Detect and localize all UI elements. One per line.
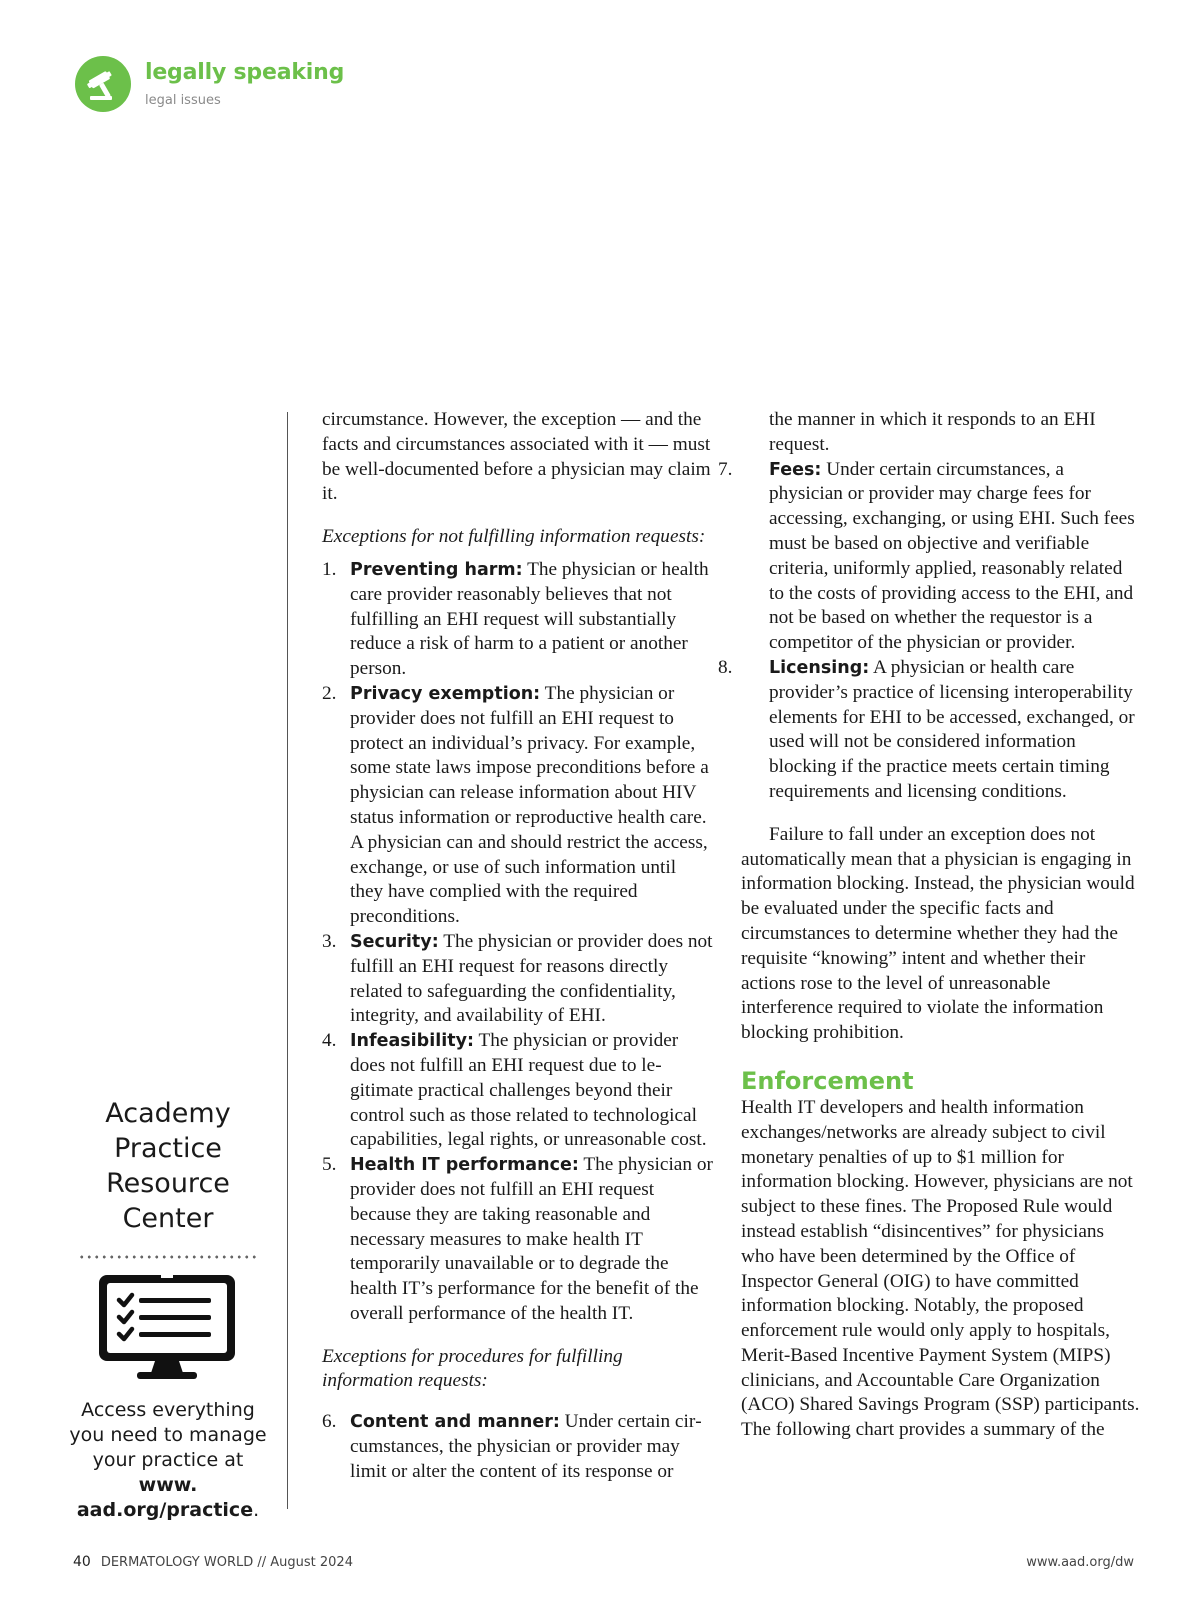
section-subtitle: legal issues — [145, 93, 221, 108]
dotted-divider — [78, 1254, 258, 1260]
procedures-list — [322, 1410, 714, 1484]
procedures-list-continued — [718, 458, 1141, 805]
gavel-icon — [75, 56, 131, 112]
sidebar-title-line: Center — [122, 1203, 214, 1234]
list-item-continuation: the manner in which it responds to an EHI request. — [769, 409, 1096, 455]
list-item — [322, 682, 714, 930]
sidebar-title-line: Practice — [114, 1133, 222, 1164]
list-number: 3. — [322, 930, 337, 952]
item-text: The physician or provider does not fulfill an EHI request because they are taking reasonable and necessary measures to make health IT temporarily unavailable or to degrade the health IT’s performance for the benefit of the overall performance of the health IT. — [350, 1154, 713, 1324]
sidebar-title-line: Academy — [105, 1098, 231, 1129]
monitor-checklist-icon — [97, 1273, 237, 1390]
section-title: legally speaking — [145, 60, 345, 85]
item-label: Health IT performance: — [350, 1155, 579, 1176]
list-number: 6. — [322, 1411, 337, 1433]
list-number: 7. — [718, 458, 733, 480]
item-label: Privacy exemption: — [350, 683, 541, 704]
publication-name: DERMATOLOGY WORLD // August 2024 — [100, 1555, 353, 1570]
section-heading: Enforcement — [741, 1066, 914, 1095]
exceptions-list — [322, 558, 714, 1327]
list-item — [718, 656, 1141, 805]
list-item — [718, 458, 1141, 656]
footer-url[interactable]: www.aad.org/dw — [1026, 1555, 1134, 1570]
item-text: Under certain circumstances, a physician or provider may charge fees for accessing, exchanging, or using EHI. Such fees must be based on objective and verifiable criteria, uniformly applied, reasonably related to the costs of providing access to the EHI, and not be based on whether the requestor is a competitor of the physician or provider. — [769, 458, 1135, 654]
sidebar-text — [66, 1398, 270, 1523]
list-number: 2. — [322, 682, 337, 704]
item-text: Under certain circumstances, the physician or provider may limit or alter the content of its response or — [350, 1411, 702, 1482]
list-number: 8. — [718, 656, 733, 678]
item-label: Infeasibility: — [350, 1031, 474, 1052]
sidebar-divider — [287, 412, 288, 1509]
list-item — [322, 1029, 714, 1153]
paragraph: circumstance. However, the exception — and the facts and circumstances associated with it — must be well-documented before a physician may claim it. — [322, 409, 711, 505]
paragraph: The following chart provides a summary of the — [741, 1419, 1105, 1441]
paragraph: Failure to fall under an exception does not automatically mean that a physician is engaging in information blocking. Instead, the physician would be evaluated under the specific facts and circumstances to determine whether they had the requisite “knowing” intent and whether their actions rose to the level of unreasonable interference required to violate the information blocking prohibition. — [741, 823, 1135, 1044]
article-column-2 — [718, 408, 1141, 1443]
subheading: Exceptions for procedures for fulfilling information requests: — [322, 1345, 623, 1392]
sidebar-title-line: Resource — [106, 1168, 230, 1199]
subheading: Exceptions for not fulfilling information requests: — [322, 526, 706, 548]
item-text: The physician or provider does not fulfill an EHI request for reasons directly related to safeguarding the confidentiality, integrity, and availability of EHI. — [350, 930, 713, 1027]
item-text: The physician or provider does not fulfill an EHI request to protect an individual’s privacy. For example, some state laws impose preconditions before a physician can release information about HIV status information or reproductive health care. A physician can and should restrict the access, exchange, or use of such information until they have complied with the required preconditions. — [350, 682, 709, 928]
item-label: Security: — [350, 931, 439, 952]
footer-left — [73, 1554, 353, 1570]
list-number: 1. — [322, 558, 337, 580]
article-column-1 — [322, 408, 714, 1485]
page-number: 40 — [73, 1554, 91, 1570]
sidebar-title — [60, 1096, 276, 1236]
list-item — [322, 1153, 714, 1327]
list-item — [322, 1410, 714, 1484]
list-number: 5. — [322, 1154, 337, 1176]
list-item — [322, 558, 714, 682]
item-label: Preventing harm: — [350, 559, 523, 580]
paragraph: Health IT developers and health information exchanges/networks are already subject to civil monetary penalties of up to $1 million for information blocking. However, physicians are not subject to these fines. The Proposed Rule would instead establish “disincentives” for physicians who have been determined by the Office of Inspector General (OIG) to have committed information blocking. Notably, the proposed enforcement rule would only apply to hospitals, Merit-Based Incentive Payment System (MIPS) clinicians, and Accountable Care Organization (ACO) Shared Savings Program (SSP) participants. — [741, 1096, 1140, 1416]
practice-link[interactable]: www. aad.org/practice — [76, 1474, 254, 1521]
list-item — [322, 930, 714, 1029]
item-label: Licensing: — [769, 657, 870, 678]
list-number: 4. — [322, 1030, 337, 1052]
item-label: Content and manner: — [350, 1412, 560, 1433]
sidebar-text-end: . — [253, 1499, 260, 1521]
item-label: Fees: — [769, 459, 822, 480]
sidebar-text-plain: Access everything you need to manage your practice at — [69, 1399, 267, 1471]
item-text: The physician or health care provider reasonably believes that not fulfilling an EHI request will substantially reduce a risk of harm to a patient or another person. — [350, 558, 709, 680]
item-text: The physician or provider does not fulfill an EHI request due to legitimate practical challenges beyond their control such as those related to technological capabilities, legal rights, or unreasonable cost. — [350, 1030, 707, 1151]
item-text: A physician or health care provider’s practice of licensing interoperability elements for EHI to be accessed, exchanged, or used will not be considered information blocking if the practice meets certain timing requirements and licensing conditions. — [769, 656, 1135, 802]
